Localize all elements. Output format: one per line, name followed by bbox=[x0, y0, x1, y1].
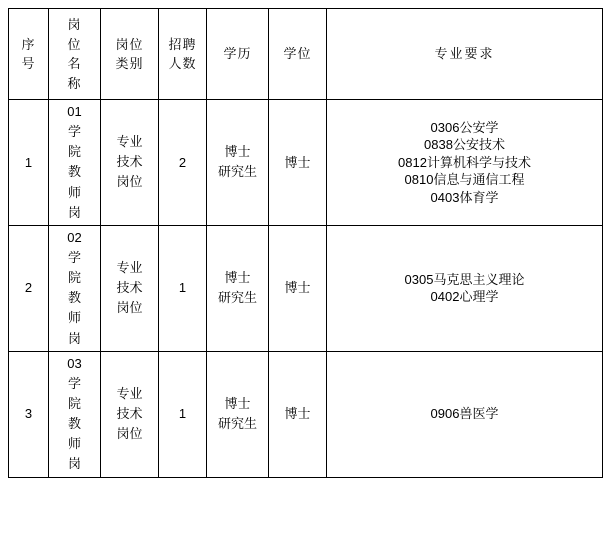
text-line: 师 bbox=[67, 436, 81, 452]
text-line: 技术 bbox=[116, 280, 143, 296]
text-line: 类别 bbox=[115, 56, 144, 71]
text-line: 教 bbox=[67, 416, 81, 432]
cell-count: 1 bbox=[159, 351, 207, 477]
post-name-text bbox=[67, 354, 81, 475]
document-page bbox=[0, 8, 610, 547]
text-line: 位 bbox=[67, 36, 82, 52]
cell-degree: 博士 bbox=[269, 351, 327, 477]
cell-post-name bbox=[49, 225, 101, 351]
cell-post-name bbox=[49, 100, 101, 226]
cell-major bbox=[327, 225, 603, 351]
text-line: 院 bbox=[67, 270, 81, 286]
text-line: 教 bbox=[67, 164, 81, 180]
text-line: 岗位 bbox=[116, 426, 143, 442]
text-line: 学位 bbox=[283, 46, 312, 62]
header-cell-seq bbox=[9, 9, 49, 100]
text-line: 博士 bbox=[224, 395, 251, 411]
header-row bbox=[9, 9, 603, 100]
recruitment-table bbox=[8, 8, 603, 478]
header-cell-major bbox=[327, 9, 603, 100]
text-line: 号 bbox=[21, 56, 36, 71]
table-row bbox=[9, 100, 603, 226]
education-text bbox=[218, 394, 257, 434]
education-text bbox=[218, 142, 257, 182]
text-line: 博士 bbox=[224, 270, 251, 286]
text-line: 师 bbox=[67, 310, 81, 326]
cell-education bbox=[207, 351, 269, 477]
table-header bbox=[9, 9, 603, 100]
cell-post-name bbox=[49, 351, 101, 477]
text-line: 岗位 bbox=[115, 36, 144, 52]
cell-seq: 2 bbox=[9, 225, 49, 351]
table-row bbox=[9, 225, 603, 351]
text-line: 博士 bbox=[224, 144, 251, 160]
text-line: 岗 bbox=[67, 456, 81, 472]
text-line: 专业要求 bbox=[434, 46, 495, 62]
post-name-text bbox=[67, 102, 81, 223]
text-line: 技术 bbox=[116, 406, 143, 422]
major-line: 0906兽医学 bbox=[430, 406, 499, 422]
text-line: 学 bbox=[67, 375, 81, 391]
table-row bbox=[9, 351, 603, 477]
cell-post-type bbox=[101, 225, 159, 351]
major-line: 0306公安学 bbox=[430, 119, 499, 135]
major-line: 0810信息与通信工程 bbox=[404, 172, 525, 188]
text-line: 岗位 bbox=[116, 300, 143, 316]
cell-count: 2 bbox=[159, 100, 207, 226]
header-post-name-text bbox=[50, 15, 99, 93]
text-line: 学 bbox=[67, 249, 81, 265]
text-line: 01 bbox=[67, 104, 82, 119]
text-line: 研究生 bbox=[217, 164, 257, 180]
major-line: 0402心理学 bbox=[430, 289, 499, 305]
cell-education bbox=[207, 225, 269, 351]
cell-degree: 博士 bbox=[269, 225, 327, 351]
text-line: 岗 bbox=[67, 330, 81, 346]
header-seq-text bbox=[10, 35, 47, 74]
text-line: 人数 bbox=[168, 56, 197, 71]
text-line: 院 bbox=[67, 395, 81, 411]
header-education-text bbox=[208, 44, 267, 64]
text-line: 师 bbox=[67, 184, 81, 200]
major-line: 0403体育学 bbox=[430, 189, 499, 205]
text-line: 院 bbox=[67, 144, 81, 160]
text-line: 研究生 bbox=[217, 416, 257, 432]
post-type-text bbox=[116, 132, 142, 192]
text-line: 名 bbox=[67, 56, 82, 71]
text-line: 专业 bbox=[116, 260, 143, 276]
major-line: 0838公安技术 bbox=[424, 137, 505, 153]
text-line: 岗 bbox=[67, 204, 81, 220]
major-line: 0812计算机科学与技术 bbox=[398, 154, 531, 170]
header-post-type-text bbox=[102, 35, 157, 74]
text-line: 技术 bbox=[116, 154, 143, 170]
header-cell-education bbox=[207, 9, 269, 100]
text-line: 03 bbox=[67, 355, 82, 371]
cell-degree: 博士 bbox=[269, 100, 327, 226]
text-line: 专业 bbox=[116, 134, 143, 150]
table-body bbox=[9, 100, 603, 478]
header-cell-post-name bbox=[49, 9, 101, 100]
text-line: 专业 bbox=[116, 385, 143, 401]
header-count-text bbox=[160, 35, 205, 74]
header-degree-text bbox=[270, 44, 325, 64]
text-line: 研究生 bbox=[217, 290, 257, 306]
text-line: 学 bbox=[67, 124, 81, 140]
text-line: 教 bbox=[67, 290, 81, 306]
header-cell-post-type bbox=[101, 9, 159, 100]
text-line: 岗位 bbox=[116, 174, 143, 190]
cell-count: 1 bbox=[159, 225, 207, 351]
text-line: 学历 bbox=[223, 46, 252, 62]
header-major-text bbox=[328, 44, 601, 64]
cell-major bbox=[327, 100, 603, 226]
education-text bbox=[218, 268, 257, 308]
cell-post-type bbox=[101, 351, 159, 477]
post-type-text bbox=[116, 258, 142, 318]
header-cell-degree bbox=[269, 9, 327, 100]
text-line: 称 bbox=[67, 75, 82, 91]
cell-post-type bbox=[101, 100, 159, 226]
header-cell-count bbox=[159, 9, 207, 100]
cell-education bbox=[207, 100, 269, 226]
text-line: 岗 bbox=[67, 17, 82, 32]
cell-seq: 3 bbox=[9, 351, 49, 477]
post-type-text bbox=[116, 384, 142, 444]
text-line: 02 bbox=[67, 229, 82, 245]
text-line: 序 bbox=[21, 36, 36, 52]
post-name-text bbox=[67, 228, 81, 349]
major-line: 0305马克思主义理论 bbox=[404, 271, 525, 287]
cell-seq: 1 bbox=[9, 100, 49, 226]
text-line: 招聘 bbox=[168, 36, 197, 52]
cell-major bbox=[327, 351, 603, 477]
